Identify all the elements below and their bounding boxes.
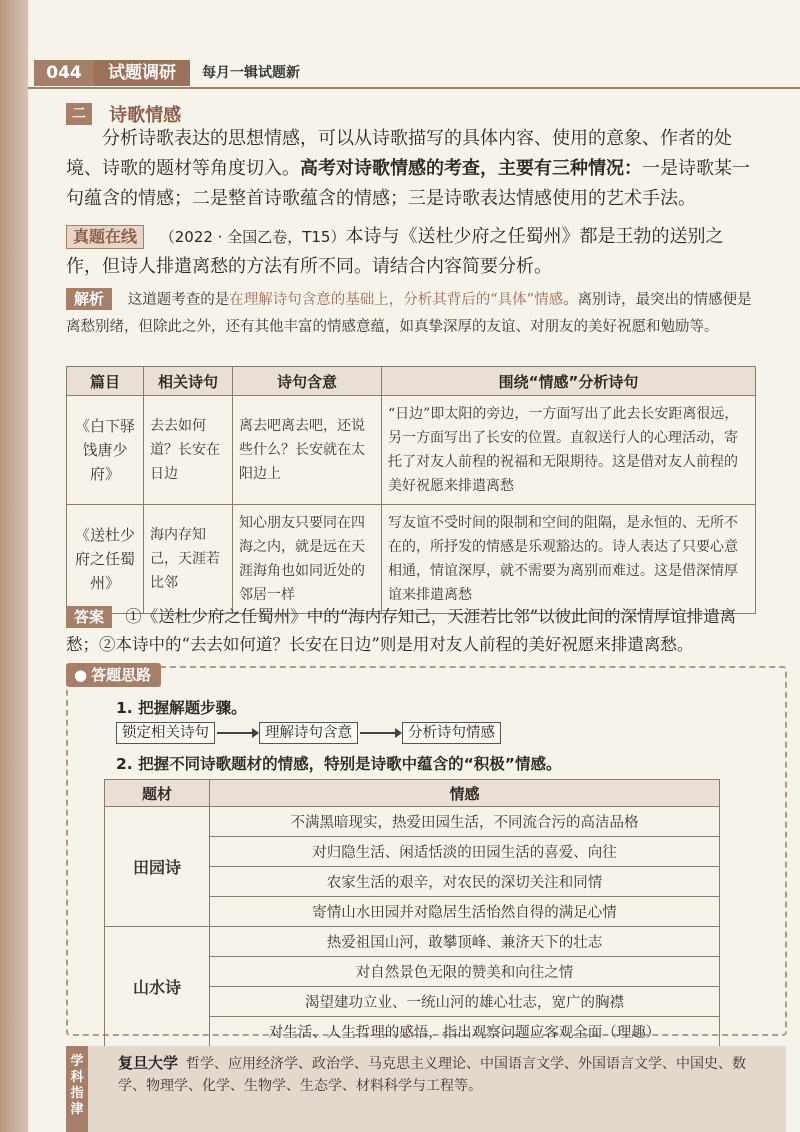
footer-school: 复旦大学 — [118, 1054, 179, 1072]
table-row — [67, 396, 756, 505]
flow-step: 理解诗句含意 — [259, 722, 358, 744]
analysis-text-1: 这道题考查的是 — [127, 292, 230, 308]
table-header-row — [105, 780, 720, 807]
poem-lines: 去去如何道？长安在日边 — [144, 396, 233, 505]
poem-title: 《白下驿饯唐少府》 — [67, 396, 144, 505]
question-paragraph — [66, 222, 756, 282]
thinking-tag-label: 答题思路 — [91, 666, 152, 684]
emotion-cell: 农家生活的艰辛，对农民的深切关注和同情 — [210, 867, 720, 897]
emotion-cell: 寄情山水田园并对隐居生活怡然自得的满足心情 — [210, 897, 720, 927]
question-source: （2022 · 全国乙卷，T15） — [159, 228, 346, 246]
lightbulb-icon: ● — [74, 666, 88, 684]
table-header-row — [67, 367, 756, 396]
thinking-tag — [66, 663, 161, 687]
emotion-table — [104, 779, 720, 1047]
analysis-text-3: 。离别诗，最突出的情感便是离愁别绪，但除此之外，还有其他丰富的情感意蕴，如真挚深厚的友谊、对朋友的美好祝愿和勉励等。 — [66, 292, 752, 335]
header-section: 试题调研 — [94, 60, 190, 86]
table-header-cell: 题材 — [105, 780, 210, 807]
section-number: 二 — [66, 103, 92, 125]
section-title: 诗歌情感 — [109, 105, 182, 126]
intro-text-2: 高考对诗歌情感的考查，主要有三种情况： — [300, 158, 642, 179]
intro-text-3: 一是诗歌某一句蕴含的情感；二是整首诗歌蕴含的情感；三是诗歌表达情感使用的艺术手法。 — [66, 158, 750, 209]
analysis-tag: 解析 — [66, 288, 112, 310]
emotion-cell: 热爱祖国山河，敢攀顶峰、兼济天下的壮志 — [210, 927, 720, 957]
flow-step: 分析诗句情感 — [402, 722, 501, 744]
header-subtitle: 每月一辑试题新 — [202, 65, 300, 81]
arrow-right-icon — [360, 732, 400, 734]
header-rule — [28, 87, 800, 89]
poem-meaning: 知心朋友只要同在四海之内，就是远在天涯海角也如同近处的邻居一样 — [233, 505, 382, 614]
emotion-cell: 不满黑暗现实，热爱田园生活，不同流合污的高洁品格 — [210, 807, 720, 837]
step-2: 2. 把握不同诗歌题材的情感，特别是诗歌中蕴含的“积极”情感。 — [116, 755, 562, 773]
table-header-cell: 情感 — [210, 780, 720, 807]
poem-title: 《送杜少府之任蜀州》 — [67, 505, 144, 614]
table-header-cell: 诗句含意 — [233, 367, 382, 396]
emotion-cell: 对归隐生活、闲适恬淡的田园生活的喜爱、向往 — [210, 837, 720, 867]
intro-paragraph — [66, 124, 756, 214]
genre-cell: 田园诗 — [105, 807, 210, 927]
poem-meaning: 离去吧离去吧，还说些什么？长安就在太阳边上 — [233, 396, 382, 505]
step-1: 1. 把握解题步骤。 — [116, 699, 247, 717]
table-row — [105, 807, 720, 837]
footer-text — [118, 1052, 748, 1097]
emotion-cell: 对自然景色无限的赞美和向往之情 — [210, 957, 720, 987]
page-number: 044 — [34, 60, 94, 86]
flow-step: 锁定相关诗句 — [116, 722, 215, 744]
analysis-paragraph — [66, 286, 756, 340]
poem-lines: 海内存知己，天涯若比邻 — [144, 505, 233, 614]
genre-cell: 山水诗 — [105, 927, 210, 1047]
table-header-cell: 围绕“情感”分析诗句 — [382, 367, 756, 396]
answer-paragraph — [66, 603, 756, 659]
emotion-cell: 对生活、人生哲理的感悟，指出观察问题应客观全面（理趣） — [210, 1017, 720, 1047]
page-header — [28, 58, 800, 88]
section-heading — [66, 101, 181, 125]
table-header-cell: 篇目 — [67, 367, 144, 396]
page-binding-edge — [0, 0, 28, 1132]
poem-analysis: “日边”即太阳的旁边，一方面写出了此去长安距离很远，另一方面写出了长安的位置。直叙送行人的心理活动，寄托了对友人前程的祝福和无限期待。这是借对友人前程的美好祝愿来排遣离愁 — [382, 396, 756, 505]
question-tag: 真题在线 — [66, 225, 144, 249]
table-row — [105, 927, 720, 957]
question-text: 本诗与《送杜少府之任蜀州》都是王勃的送别之作，但诗人排遣离愁的方法有所不同。请结合内容简要分析。 — [66, 226, 724, 277]
arrow-right-icon — [217, 732, 257, 734]
answer-tag: 答案 — [66, 606, 112, 628]
table-row — [67, 505, 756, 614]
solution-flow — [116, 722, 501, 746]
analysis-text-2: 在理解诗句含意的基础上，分析其背后的“具体”情感 — [229, 292, 564, 308]
answer-text: ①《送杜少府之任蜀州》中的“海内存知己，天涯若比邻”以彼此间的深情厚谊排遣离愁；②本诗中的“去去如何道？长安在日边”则是用对友人前程的美好祝愿来排遣离愁。 — [66, 607, 737, 654]
footer-side-label: 学科指津 — [66, 1046, 88, 1132]
intro-text-1: 分析诗歌表达的思想情感，可以从诗歌描写的具体内容、使用的意象、作者的处境、诗歌的题材等角度切入。 — [66, 128, 732, 179]
emotion-cell: 渴望建功立业、一统山河的雄心壮志，宽广的胸襟 — [210, 987, 720, 1017]
analysis-table — [66, 366, 756, 614]
table-header-cell: 相关诗句 — [144, 367, 233, 396]
footer-subjects: 哲学、应用经济学、政治学、马克思主义理论、中国语言文学、外国语言文学、中国史、数学、物理学、化学、生物学、生态学、材料科学与工程等。 — [118, 1056, 747, 1094]
poem-analysis: 写友谊不受时间的限制和空间的阻隔，是永恒的、无所不在的，所抒发的情感是乐观豁达的。诗人表达了只要心意相通，情谊深厚，就不需要为离别而难过。这是借深情厚谊来排遣离愁 — [382, 505, 756, 614]
